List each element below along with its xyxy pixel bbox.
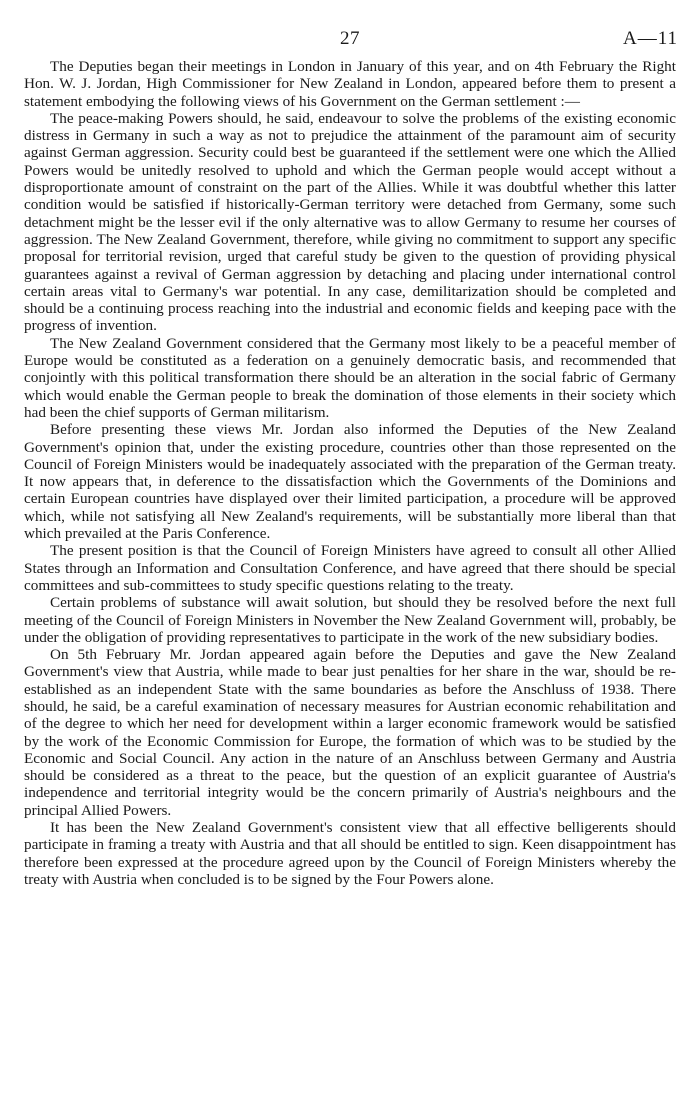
paragraph-present-position: The present position is that the Council of Foreign Ministers have agreed to consult all other Allied States through an Information and Consultation Conference, and have agreed that there should be special committees and sub-committees to study specific questions relating to the treaty.	[24, 542, 676, 594]
paragraph-federation: The New Zealand Government considered that the Germany most likely to be a peaceful member of Europe would be constituted as a federation on a genuinely democratic basis, and recommended that conjointly with this political transformation there should be an alteration in the social fabric of Germany which would enable the German people to break the domination of those elements in their society which had been the chief supports of German militarism.	[24, 334, 676, 421]
paragraph-austria-treaty: It has been the New Zealand Government's consistent view that all effective belligerents should participate in framing a treaty with Austria and that all should be entitled to sign. Keen disappointment has therefore been expressed at the procedure agreed upon by the Council of Foreign Ministers whereby the treaty with Austria when concluded is to be signed by the Four Powers alone.	[24, 819, 676, 888]
paragraph-austria-view: On 5th February Mr. Jordan appeared again before the Deputies and gave the New Zealand Government's view that Austria, while made to bear just penalties for her share in the war, should be re-established as an independent State with the same boundaries as before the Anschluss of 1938. There should, he said, be a careful examination of necessary measures for Austrian economic rehabilitation and of the degree to which her need for development within a larger economic framework would be satisfied by the work of the Economic Commission for Europe, the formation of which was to be studied by the Economic and Social Council. Any action in the nature of an Anschluss between Germany and Austria should be considered as a threat to the peace, but the question of an explicit guarantee of Austria's independence and territorial integrity would be the concern primarily of Austria's neighbours and the principal Allied Powers.	[24, 646, 676, 819]
page-number: 27	[340, 28, 360, 49]
paragraph-certain-problems: Certain problems of substance will await solution, but should they be resolved before the next full meeting of the Council of Foreign Ministers in November the New Zealand Government will, probably, be under the obligation of providing representatives to participate in the work of the new subsidiary bodies.	[24, 594, 676, 646]
paragraph-procedure-opinion: Before presenting these views Mr. Jordan also informed the Deputies of the New Zealand Government's opinion that, under the existing procedure, countries other than those represented on the Council of Foreign Ministers would be inadequately associated with the preparation of the German treaty. It now appears that, in deference to the dissatisfaction which the Governments of the Dominions and certain European countries have displayed over their limited participation, a procedure will be approved which, while not satisfying all New Zealand's requirements, will be substantially more liberal than that which prevailed at the Paris Conference.	[24, 421, 676, 543]
document-reference: A—11	[622, 28, 678, 49]
page-header	[0, 28, 700, 52]
paragraph-peace-making-powers: The peace-making Powers should, he said, endeavour to solve the problems of the existing economic distress in Germany in such a way as not to prejudice the attainment of the paramount aim of security against German aggression. Security could best be guaranteed if the settlement were one which the Allied Powers would be unitedly resolved to uphold and which the German people would accept without a disproportionate amount of constraint on the part of the Allies. While it was doubtful whether this latter condition would be satisfied if historically-German territory were detached from Germany, some such detachment might be the lesser evil if the only alternative was to allow Germany to resume her courses of aggression. The New Zealand Government, therefore, while giving no commitment to support any specific proposal for territorial revision, urged that careful study be given to the question of providing physical guarantees against a revival of German aggression by detaching and placing under international control certain areas vital to Germany's war potential. In any case, demilitarization should be completed and should be a continuing process reaching into the industrial and economic fields and keeping pace with the progress of invention.	[24, 109, 676, 335]
body-text	[24, 58, 676, 888]
paragraph-deputies-meeting: The Deputies began their meetings in London in January of this year, and on 4th February the Right Hon. W. J. Jordan, High Commissioner for New Zealand in London, appeared before them to present a statement embodying the following views of his Government on the German settlement :—	[24, 58, 676, 110]
